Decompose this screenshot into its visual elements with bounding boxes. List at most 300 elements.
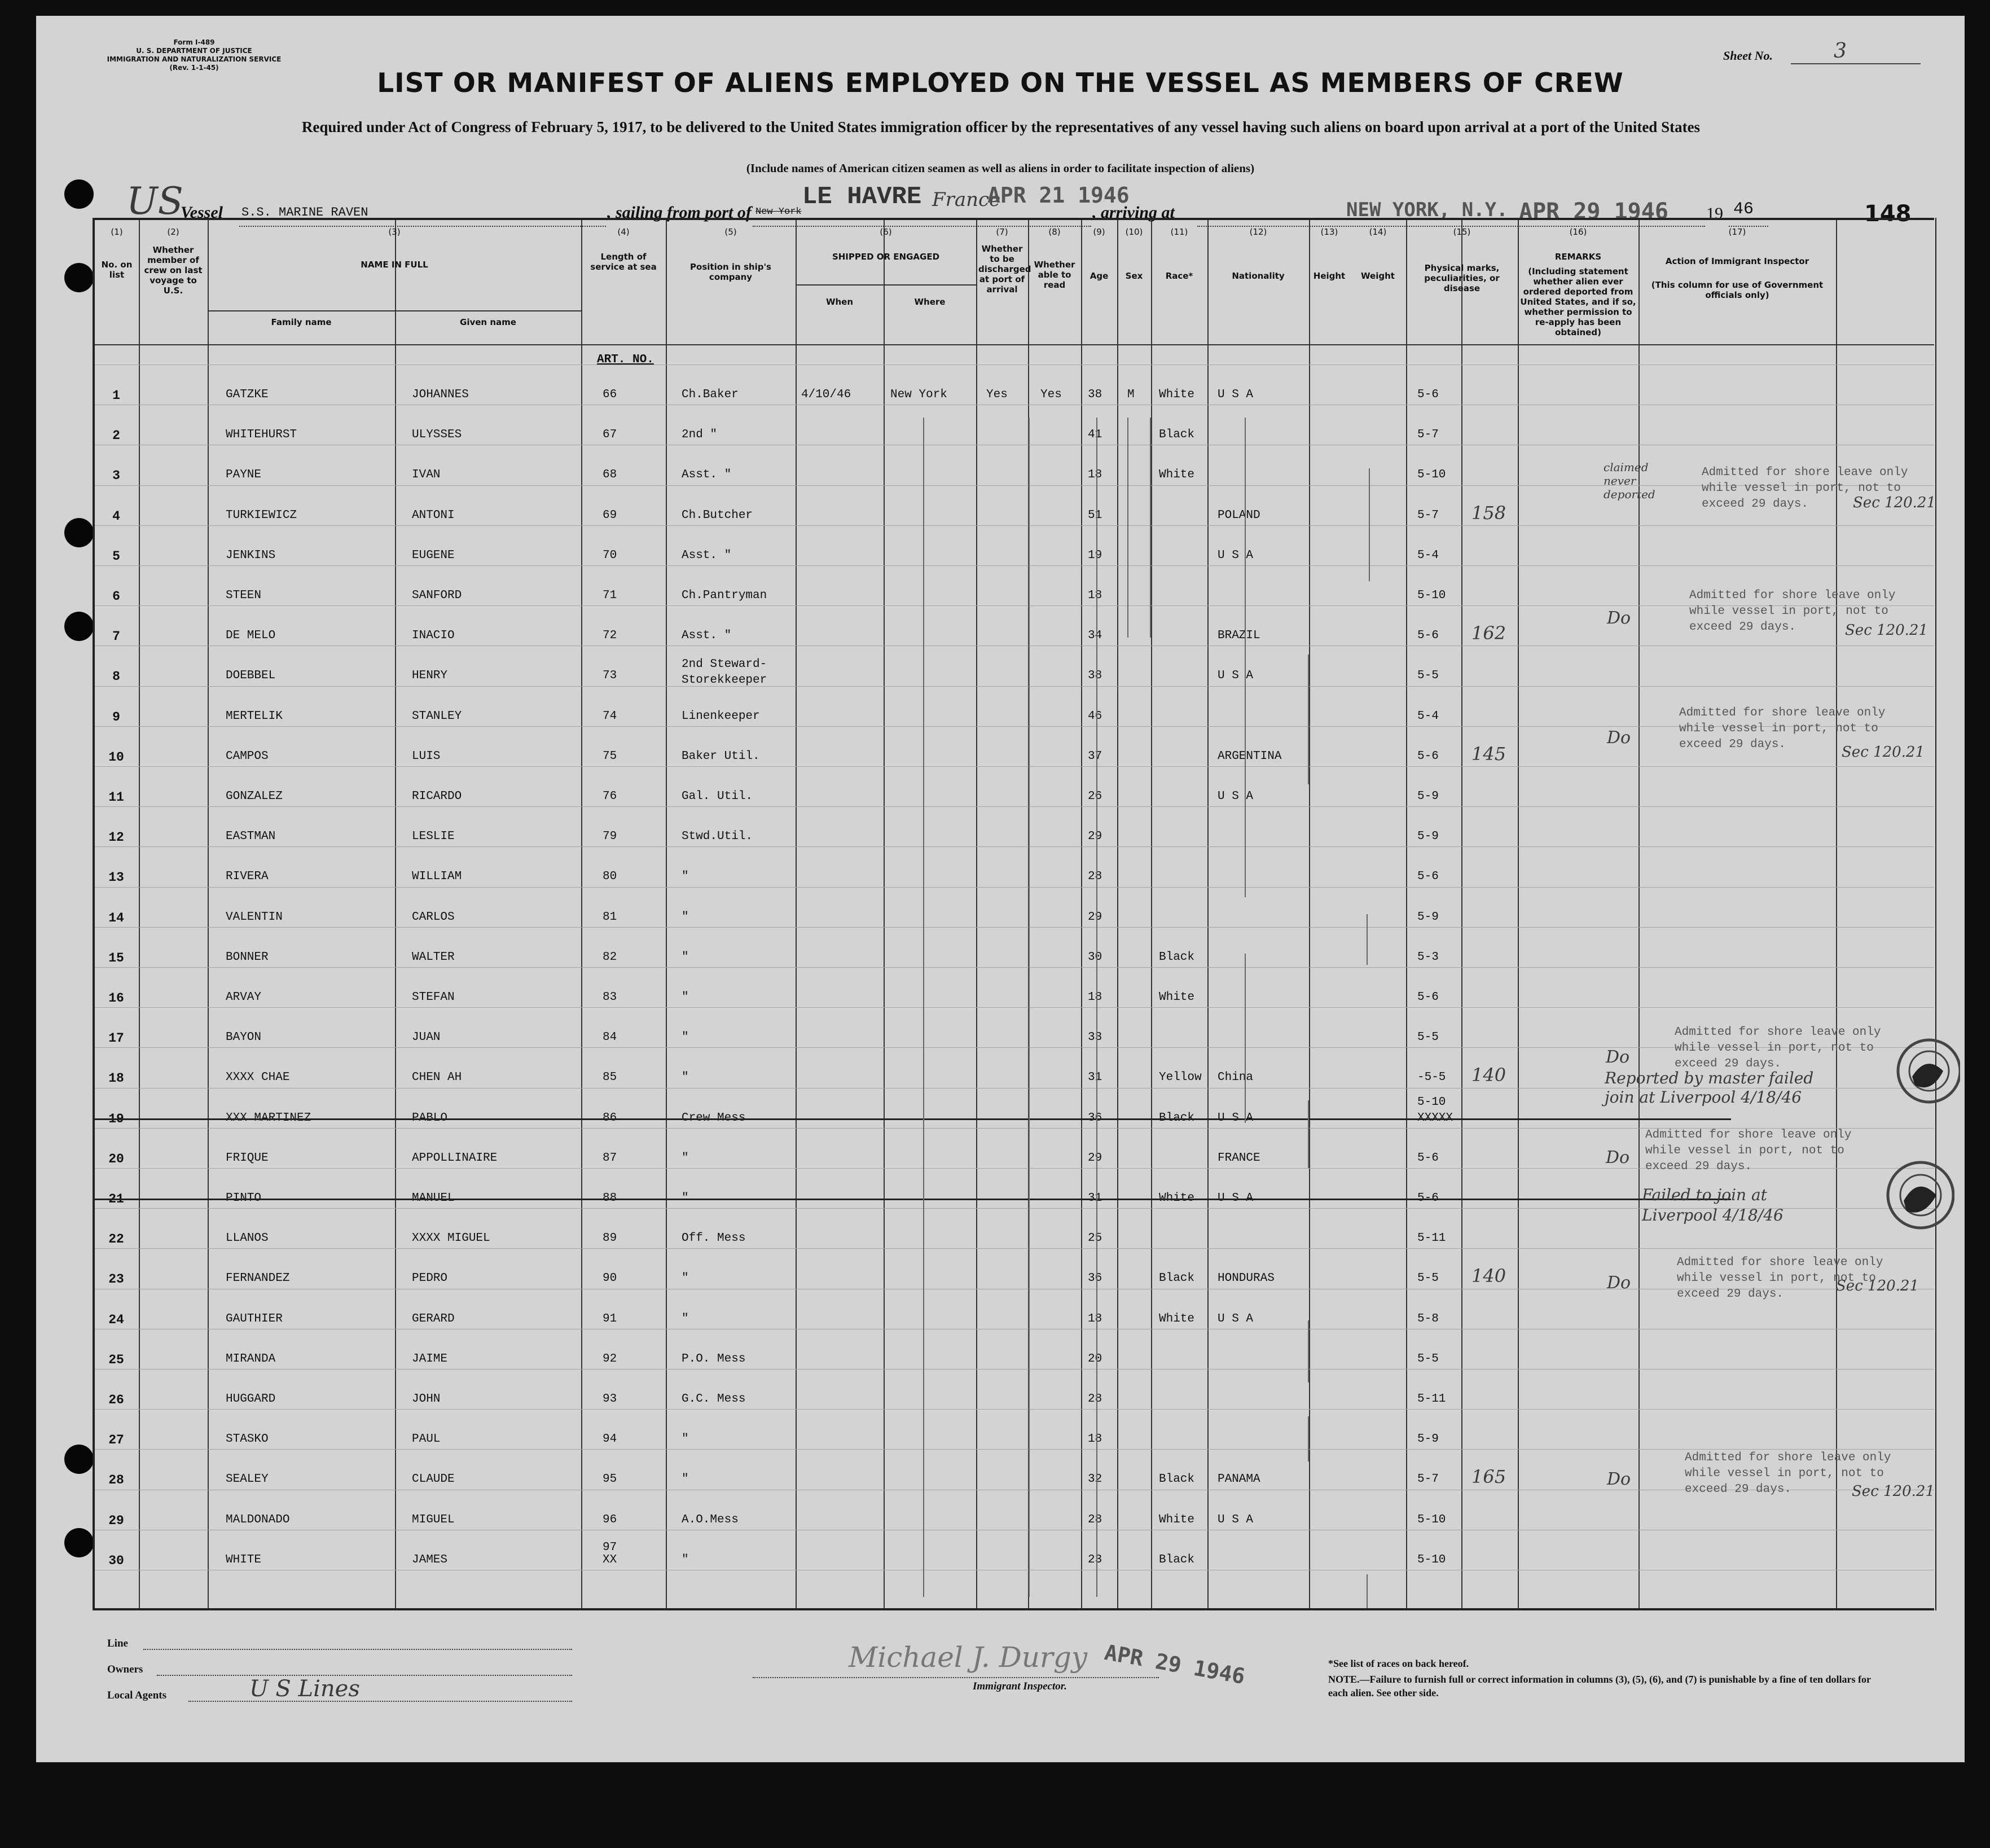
cell-family: ARVAY — [226, 991, 262, 1004]
column-header: Race* — [1165, 271, 1193, 281]
cell-position: " — [682, 950, 689, 964]
cell-no: 13 — [108, 870, 124, 885]
cell-height: 5-10 — [1417, 589, 1446, 602]
cell-nat: ARGENTINA — [1218, 749, 1282, 763]
cell-height: 5-10 — [1417, 468, 1446, 482]
cell-height: 5-11 — [1417, 1393, 1446, 1406]
remark-line: Admitted for shore leave only — [1677, 1256, 1883, 1269]
ditto-mark — [1308, 1416, 1309, 1461]
cell-position: " — [682, 1151, 689, 1165]
table-row — [95, 1349, 1936, 1389]
column-number: (12) — [1249, 227, 1267, 237]
table-row — [95, 546, 1936, 586]
ditto-mark — [1127, 418, 1128, 638]
cell-no: 19 — [108, 1111, 124, 1126]
cell-art: 83 — [603, 991, 617, 1004]
cell-no: 10 — [108, 749, 124, 765]
cell-age: 32 — [1088, 1473, 1102, 1486]
sailing-port-typed: New York — [755, 207, 802, 217]
column-number: (13) — [1320, 227, 1338, 237]
cell-race: White — [1159, 991, 1195, 1004]
cell-position: A.O.Mess — [682, 1513, 739, 1526]
cell-no: 5 — [112, 548, 120, 564]
cell-position: P.O. Mess — [682, 1352, 746, 1366]
cell-given: INACIO — [412, 629, 455, 643]
footnote-penalty: NOTE.—Failure to furnish full or correct information in columns (3), (5), (6), and (7) is punishable by a fine of ten dollars for each alien. See other side. — [1328, 1674, 1871, 1698]
column-header: Whether to be discharged at port of arrival — [978, 244, 1031, 295]
remark-line: while vessel in port, not to — [1675, 1042, 1874, 1055]
remark-shore-leave — [1645, 1127, 1851, 1175]
cell-height: 5-9 — [1417, 1433, 1439, 1446]
remark-ditto: Do — [1606, 1148, 1630, 1167]
cell-given: STEFAN — [412, 991, 455, 1004]
cell-age: 51 — [1088, 508, 1102, 522]
cell-art: 90 — [603, 1272, 617, 1285]
cell-age: 18 — [1088, 991, 1102, 1004]
column-number: (1) — [111, 227, 123, 237]
punch-hole — [64, 612, 94, 641]
cell-art: 66 — [603, 388, 617, 401]
column-number: (2) — [167, 227, 179, 237]
table-row — [95, 1540, 1936, 1590]
cell-given: ULYSSES — [412, 428, 462, 442]
table-right-edge — [1935, 218, 1936, 1610]
cell-position: G.C. Mess — [682, 1393, 746, 1406]
cell-height: 5-6 — [1417, 749, 1439, 763]
cell-height: 5-6 — [1417, 870, 1439, 884]
column-header: NAME IN FULL — [361, 260, 428, 270]
cell-nat: U S A — [1218, 1312, 1254, 1325]
remark-line: Admitted for shore leave only — [1685, 1451, 1891, 1464]
sailing-label: , sailing from port of — [607, 203, 752, 222]
cell-age: 28 — [1088, 870, 1102, 884]
owners-fill-line — [157, 1675, 572, 1676]
cell-position: Gal. Util. — [682, 790, 753, 803]
cell-art: 81 — [603, 910, 617, 924]
cell-position: " — [682, 1071, 689, 1085]
cell-age: 36 — [1088, 1272, 1102, 1285]
inspector-label: Immigrant Inspector. — [973, 1680, 1067, 1692]
cell-race: Black — [1159, 1272, 1195, 1285]
cell-race: White — [1159, 1312, 1195, 1325]
column-number: (5) — [724, 227, 737, 237]
cell-art: 92 — [603, 1352, 617, 1366]
punch-hole — [64, 263, 94, 292]
cell-age: 28 — [1088, 1393, 1102, 1406]
cell-no: 7 — [112, 629, 120, 644]
cell-age: 34 — [1088, 629, 1102, 643]
cell-age: 36 — [1088, 1111, 1102, 1125]
table-row — [95, 1028, 1936, 1068]
column-header: Length of service at sea — [590, 252, 657, 272]
inspector-fill-line — [753, 1677, 1159, 1678]
remark-section: Sec 120.21 — [1852, 1483, 1935, 1500]
cell-family: FRIQUE — [226, 1151, 269, 1165]
cell-art: 80 — [603, 870, 617, 884]
cell-race: Yellow — [1159, 1071, 1202, 1085]
inspector-signature: Michael J. Durgy — [849, 1641, 1088, 1674]
cell-no: 26 — [108, 1393, 124, 1407]
remark-line: while vessel in port, not to — [1685, 1467, 1884, 1480]
cell-race: White — [1159, 1513, 1195, 1526]
cell-art-corrected: 97 — [603, 1540, 617, 1554]
remark-line: Admitted for shore leave only — [1645, 1129, 1852, 1142]
cell-age: 18 — [1088, 468, 1102, 482]
inspection-seal-icon — [1875, 1150, 1954, 1252]
cell-height: 5-6 — [1417, 388, 1439, 401]
cell-weight: 158 — [1471, 502, 1506, 524]
cell-read: Yes — [1040, 388, 1062, 401]
cell-given: CHEN AH — [412, 1071, 462, 1085]
cell-art: 72 — [603, 629, 617, 643]
table-row — [95, 1510, 1936, 1550]
cell-given: MIGUEL — [412, 1513, 455, 1526]
table-row — [95, 586, 1936, 626]
manifest-sheet — [36, 16, 1965, 1762]
cell-given: LESLIE — [412, 830, 455, 844]
cell-art: 85 — [603, 1071, 617, 1085]
cell-height: 5-9 — [1417, 790, 1439, 803]
cell-age: 41 — [1088, 428, 1102, 442]
cell-given: XXXX MIGUEL — [412, 1232, 490, 1245]
table-row — [95, 1265, 1936, 1309]
column-number: (14) — [1369, 227, 1387, 237]
cell-art: 76 — [603, 790, 617, 803]
punch-hole — [64, 518, 94, 547]
cell-art: 84 — [603, 1031, 617, 1044]
vessel-name: S.S. MARINE RAVEN — [241, 205, 368, 220]
cell-height: 5-5 — [1417, 669, 1439, 683]
cell-position: " — [682, 1031, 689, 1044]
cell-given: JAMES — [412, 1553, 448, 1566]
cell-height: 5-5 — [1417, 1352, 1439, 1366]
cell-art: 86 — [603, 1111, 617, 1125]
cell-art: XX — [603, 1553, 617, 1566]
cell-height: 5-9 — [1417, 830, 1439, 844]
cell-height: 5-7 — [1417, 428, 1439, 442]
ditto-mark — [1367, 914, 1368, 965]
cell-given: ANTONI — [412, 508, 455, 522]
remark-shore-leave — [1675, 1025, 1881, 1072]
arriving-city-stamp: NEW YORK, N.Y. — [1346, 199, 1508, 221]
cell-family: BONNER — [226, 950, 269, 964]
cell-age: 29 — [1088, 830, 1102, 844]
cell-art: 82 — [603, 950, 617, 964]
table-row — [95, 1466, 1936, 1509]
cell-given: GERARD — [412, 1312, 455, 1325]
table-row — [95, 907, 1936, 947]
cell-family: BAYON — [226, 1031, 262, 1044]
remark-failed: Failed to join at Liverpool 4/18/46 — [1642, 1186, 1783, 1224]
form-id-line: U. S. DEPARTMENT OF JUSTICE — [136, 47, 252, 55]
table-row — [95, 658, 1936, 706]
crew-manifest-table — [93, 218, 1934, 1610]
cell-no: 14 — [108, 910, 124, 925]
table-row — [95, 987, 1936, 1028]
cell-position: " — [682, 1553, 689, 1566]
cell-art: 70 — [603, 548, 617, 562]
sheet-number-line — [1791, 63, 1921, 64]
cell-art: 73 — [603, 669, 617, 683]
cell-family: WHITE — [226, 1553, 262, 1566]
remark-line: exceed 29 days. — [1685, 1483, 1792, 1496]
cell-art: 88 — [603, 1192, 617, 1205]
cell-family: DOEBBEL — [226, 669, 276, 683]
year-value: 46 — [1733, 200, 1754, 219]
column-header: Weight — [1361, 271, 1395, 281]
strikethrough-line — [95, 1118, 1731, 1120]
ditto-mark — [1308, 1320, 1309, 1382]
cell-family: VALENTIN — [226, 910, 283, 924]
cell-race: Black — [1159, 1553, 1195, 1566]
cell-height: 5-7 — [1417, 1473, 1439, 1486]
column-header: Height — [1313, 271, 1346, 281]
cell-family: STASKO — [226, 1433, 269, 1446]
cell-race: White — [1159, 1192, 1195, 1205]
cell-no: 15 — [108, 950, 124, 965]
cell-position: Ch.Butcher — [682, 508, 753, 522]
remark-line: exceed 29 days. — [1675, 1057, 1782, 1070]
cell-no: 29 — [108, 1513, 124, 1528]
page-number: 148 — [1864, 201, 1912, 227]
cell-art: 79 — [603, 830, 617, 844]
agents-label: Local Agents — [107, 1689, 167, 1701]
art-no-label: ART. NO. — [597, 353, 654, 366]
table-row — [95, 827, 1936, 867]
cell-family: DE MELO — [226, 629, 276, 643]
cell-height: 5-4 — [1417, 709, 1439, 723]
cell-art: 89 — [603, 1232, 617, 1245]
cell-where: New York — [890, 388, 947, 401]
column-header: Action of Immigrant Inspector — [1665, 256, 1809, 266]
remark-ditto: Do — [1607, 728, 1631, 748]
cell-nat: U S A — [1218, 1513, 1254, 1526]
table-row — [95, 425, 1936, 465]
cell-height: 5-10 — [1417, 1553, 1446, 1566]
us-handwritten-mark: US — [126, 179, 183, 223]
cell-age: 33 — [1088, 1031, 1102, 1044]
cell-position-line2: Storekkeeper — [682, 674, 767, 687]
cell-weight: 145 — [1471, 743, 1506, 765]
column-header: Sex — [1125, 271, 1143, 281]
cell-height: 5-6 — [1417, 629, 1439, 643]
cell-position: " — [682, 1473, 689, 1486]
cell-nat: U S A — [1218, 548, 1254, 562]
cell-family: SEALEY — [226, 1473, 269, 1486]
cell-height-corrected: 5-10 — [1417, 1095, 1446, 1109]
cell-no: 23 — [108, 1272, 124, 1287]
cell-family: LLANOS — [226, 1232, 269, 1245]
cell-nat: China — [1218, 1071, 1254, 1085]
column-number: (6) — [880, 227, 892, 237]
cell-no: 28 — [108, 1473, 124, 1488]
inspection-seal-icon — [1887, 1031, 1960, 1133]
remark-line: exceed 29 days. — [1645, 1160, 1752, 1173]
ditto-mark — [1308, 717, 1309, 784]
remark-section: Sec 120.21 — [1836, 1278, 1919, 1294]
cell-position: " — [682, 870, 689, 884]
cell-no: 24 — [108, 1312, 124, 1327]
cell-given: PABLO — [412, 1111, 448, 1125]
column-header: (This column for use of Government officials only) — [1651, 280, 1824, 300]
arriving-date-stamp: APR 29 1946 — [1519, 199, 1668, 225]
cell-age: 23 — [1088, 1553, 1102, 1566]
cell-art: 87 — [603, 1151, 617, 1165]
subheader-divider — [796, 284, 976, 286]
cell-family: MERTELIK — [226, 709, 283, 723]
ditto-mark — [1245, 418, 1246, 897]
table-row — [95, 1228, 1936, 1268]
remark-line: Admitted for shore leave only — [1702, 466, 1908, 479]
remark-line: while vessel in port, not to — [1702, 482, 1901, 495]
cell-family: JENKINS — [226, 548, 276, 562]
sheet-label: Sheet No. — [1723, 49, 1773, 63]
cell-given: STANLEY — [412, 709, 462, 723]
cell-given: WILLIAM — [412, 870, 462, 884]
page-title: LIST OR MANIFEST OF ALIENS EMPLOYED ON THE VESSEL AS MEMBERS OF CREW — [377, 68, 1624, 99]
owners-label: Owners — [107, 1663, 143, 1675]
cell-family: PAYNE — [226, 468, 262, 482]
agents-value: U S Lines — [249, 1676, 360, 1702]
cell-weight: 165 — [1471, 1466, 1506, 1488]
column-header: No. on list — [101, 260, 133, 280]
cell-height: 5-6 — [1417, 1192, 1439, 1205]
table-row — [95, 1429, 1936, 1469]
arrival-date-stamp: APR 29 1946 — [1102, 1640, 1247, 1689]
ditto-mark — [1096, 418, 1097, 1597]
column-header: Whether able to read — [1034, 260, 1075, 290]
cell-art: 93 — [603, 1393, 617, 1406]
cell-art: 69 — [603, 508, 617, 522]
cell-art: 75 — [603, 749, 617, 763]
cell-position: 2nd " — [682, 428, 718, 442]
cell-nat: BRAZIL — [1218, 629, 1260, 643]
cell-no: 6 — [112, 589, 120, 604]
year-prefix: 19 — [1706, 204, 1723, 223]
table-row — [95, 1389, 1936, 1429]
cell-family: GATZKE — [226, 388, 269, 401]
table-row — [95, 867, 1936, 907]
cell-race: Black — [1159, 950, 1195, 964]
cell-position: Linenkeeper — [682, 709, 760, 723]
cell-race: White — [1159, 388, 1195, 401]
cell-given: JOHN — [412, 1393, 441, 1406]
cell-no: 18 — [108, 1071, 124, 1086]
cell-nat: POLAND — [1218, 508, 1260, 522]
cell-family: FERNANDEZ — [226, 1272, 290, 1285]
cell-family: STEEN — [226, 589, 262, 602]
column-header: Physical marks, peculiarities, or disease — [1424, 263, 1500, 293]
cell-given: CARLOS — [412, 910, 455, 924]
cell-height: XXXXX — [1417, 1111, 1453, 1125]
remark-section: Sec 120.21 — [1845, 622, 1928, 639]
cell-age: 18 — [1088, 589, 1102, 602]
remark-ditto: Do — [1607, 608, 1631, 628]
cell-nat: PANAMA — [1218, 1473, 1260, 1486]
subheader-divider — [208, 310, 581, 311]
cell-height: 5-5 — [1417, 1031, 1439, 1044]
form-identifier — [104, 38, 284, 72]
cell-given: JOHANNES — [412, 388, 469, 401]
cell-height: 5-5 — [1417, 1272, 1439, 1285]
cell-age: 25 — [1088, 1232, 1102, 1245]
cell-height: 5-9 — [1417, 910, 1439, 924]
cell-given: JUAN — [412, 1031, 441, 1044]
cell-no: 2 — [112, 428, 120, 444]
ditto-mark — [1308, 1100, 1309, 1168]
cell-race: White — [1159, 468, 1195, 482]
column-number: (15) — [1453, 227, 1471, 237]
column-header: Family name — [271, 317, 332, 327]
remark-claimed: claimed never deported — [1604, 460, 1655, 501]
cell-no: 21 — [108, 1192, 124, 1206]
footnote-races: *See list of races on back hereof. — [1328, 1658, 1469, 1669]
cell-age: 29 — [1088, 910, 1102, 924]
cell-weight: 140 — [1471, 1265, 1506, 1287]
remark-line: while vessel in port, not to — [1679, 722, 1878, 735]
cell-weight: 140 — [1471, 1064, 1506, 1086]
cell-height: 5-3 — [1417, 950, 1439, 964]
column-header: SHIPPED OR ENGAGED — [832, 252, 940, 262]
cell-position: Asst. " — [682, 548, 732, 562]
arriving-label: , arriving at — [1092, 203, 1175, 222]
cell-no: 20 — [108, 1151, 124, 1166]
cell-sex: M — [1127, 388, 1135, 401]
cell-art: 67 — [603, 428, 617, 442]
header-divider — [95, 344, 1934, 345]
column-header: Whether member of crew on last voyage to U.S. — [144, 245, 203, 296]
cell-no: 3 — [112, 468, 120, 484]
cell-no: 16 — [108, 991, 124, 1006]
strikethrough-line — [95, 1199, 1731, 1200]
cell-position: " — [682, 1192, 689, 1205]
remark-ditto: Do — [1607, 1469, 1631, 1489]
cell-no: 27 — [108, 1433, 124, 1448]
cell-nat: U S A — [1218, 1192, 1254, 1205]
remark-line: while vessel in port, not to — [1645, 1144, 1844, 1157]
remark-line: exceed 29 days. — [1677, 1288, 1784, 1301]
ditto-mark — [1367, 1574, 1368, 1608]
column-header: REMARKS — [1554, 252, 1602, 262]
cell-age: 31 — [1088, 1192, 1102, 1205]
ditto-mark — [1029, 418, 1030, 1597]
cell-position: Ch.Baker — [682, 388, 739, 401]
cell-disch: Yes — [986, 388, 1008, 401]
cell-position: " — [682, 1312, 689, 1325]
cell-height: 5-10 — [1417, 1513, 1446, 1526]
column-header: Age — [1090, 271, 1109, 281]
cell-given: IVAN — [412, 468, 441, 482]
column-header: Position in ship's company — [690, 262, 771, 282]
cell-no: 12 — [108, 830, 124, 845]
column-number: (3) — [388, 227, 401, 237]
cell-height: -5-5 — [1417, 1071, 1446, 1085]
cell-position: Asst. " — [682, 629, 732, 643]
cell-family: RIVERA — [226, 870, 269, 884]
cell-art: 96 — [603, 1513, 617, 1526]
sailing-date-stamp: APR 21 1946 — [987, 183, 1130, 208]
punch-hole — [64, 1528, 94, 1557]
cell-given: LUIS — [412, 749, 441, 763]
cell-position: " — [682, 991, 689, 1004]
cell-position: Asst. " — [682, 468, 732, 482]
cell-no: 4 — [112, 508, 120, 524]
table-row — [95, 787, 1936, 827]
form-id-line: (Rev. 1-1-45) — [169, 64, 219, 72]
remark-line: Admitted for shore leave only — [1675, 1026, 1881, 1039]
cell-position: Crew Mess — [682, 1111, 746, 1125]
ditto-mark — [1150, 418, 1151, 638]
